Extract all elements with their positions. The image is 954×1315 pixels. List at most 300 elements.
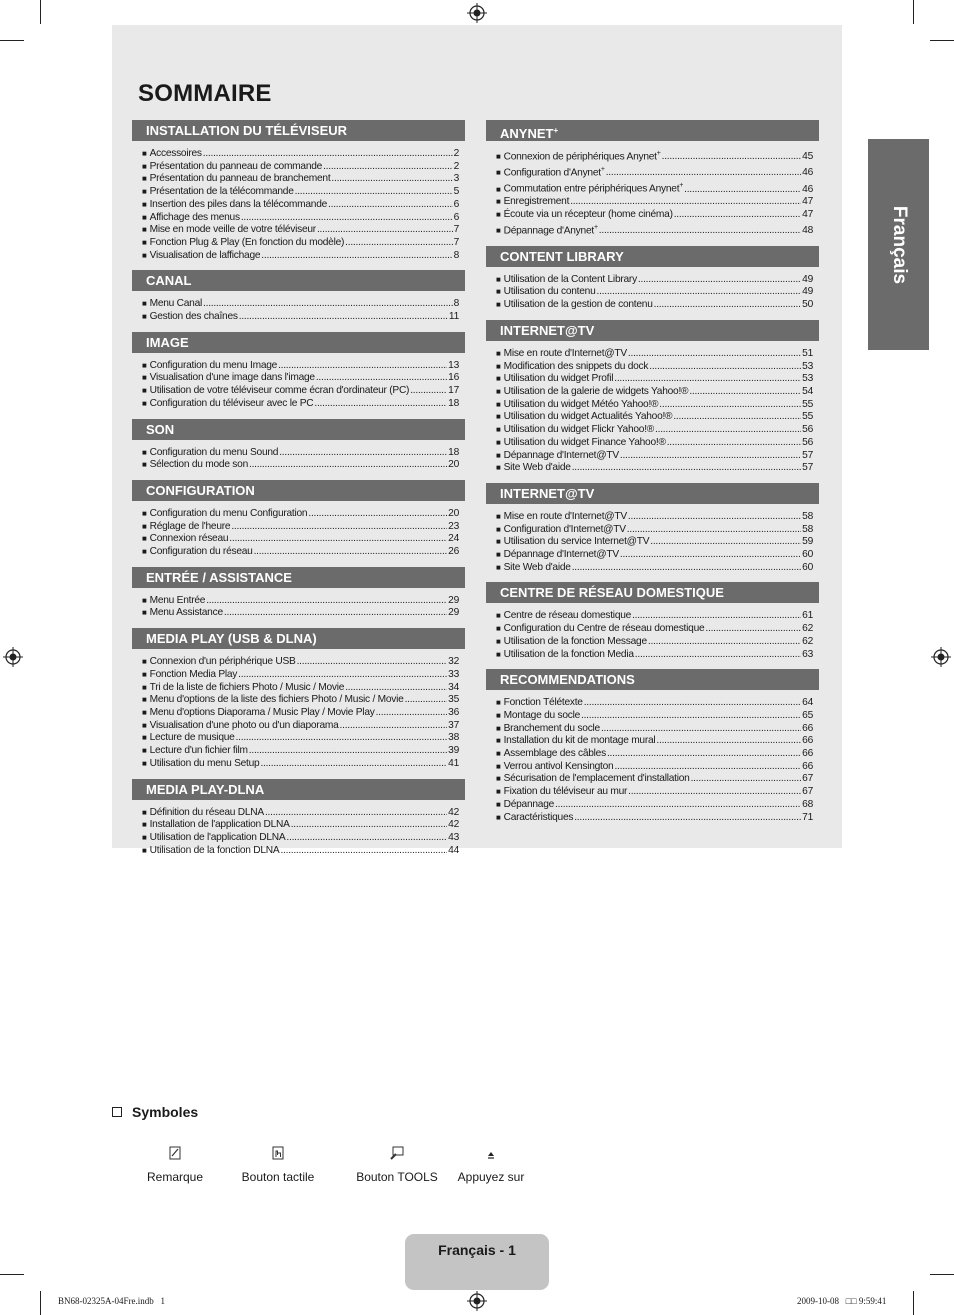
bullet-square-icon: ■ xyxy=(142,386,147,396)
crop-mark xyxy=(913,1291,914,1315)
toc-entry-page: 64 xyxy=(802,697,813,709)
toc-entry xyxy=(132,832,465,845)
section-header xyxy=(486,669,819,690)
toc-entry-page: 29 xyxy=(448,594,459,606)
toc-entry-page: 67 xyxy=(802,773,813,785)
toc-entry-page: 6 xyxy=(453,198,459,210)
crop-mark xyxy=(0,40,24,41)
toc-entry-page: 7 xyxy=(453,224,459,236)
dot-leader xyxy=(314,398,447,411)
toc-entry-text: Sécurisation de l'emplacement d'installation xyxy=(503,773,690,785)
toc-entry xyxy=(132,819,465,832)
toc-entry-page: 68 xyxy=(802,798,813,810)
bullet-square-icon: ■ xyxy=(142,299,147,309)
toc-entry-text: Montage du socle xyxy=(503,709,581,721)
registration-mark-icon xyxy=(3,647,23,667)
toc-entry-page: 58 xyxy=(802,510,813,522)
toc-entry-page: 47 xyxy=(802,208,813,220)
toc-entry-label xyxy=(504,723,600,736)
toc-entry-text: Configuration du menu Configuration xyxy=(149,507,308,519)
toc-section xyxy=(486,120,819,238)
dot-leader xyxy=(691,773,802,786)
toc-entry-label xyxy=(504,437,666,450)
toc-entry-text: Réglage de l'heure xyxy=(149,520,231,532)
toc-entry xyxy=(486,437,819,450)
toc-entry-label xyxy=(150,385,410,398)
toc-entry-text: Commutation entre périphériques Anynet xyxy=(503,183,680,195)
bullet-square-icon: ■ xyxy=(496,463,501,473)
toc-entry-page: 29 xyxy=(448,607,459,619)
toc-entry-label xyxy=(504,399,659,412)
page-number-tab xyxy=(405,1234,549,1290)
bullet-square-icon: ■ xyxy=(142,187,147,197)
dot-leader xyxy=(236,732,448,745)
crop-mark xyxy=(930,1274,954,1275)
toc-entry-superscript: + xyxy=(679,182,684,190)
toc-entry-text: Mise en route d'Internet@TV xyxy=(503,510,627,522)
toc-entry xyxy=(132,845,465,858)
toc-entry xyxy=(486,761,819,774)
toc-entry-label xyxy=(504,562,571,575)
toc-section xyxy=(486,582,819,661)
toc-entry-label xyxy=(150,607,223,620)
toc-entry-label xyxy=(150,832,286,845)
bullet-square-icon: ■ xyxy=(142,595,147,605)
dot-leader xyxy=(607,748,801,761)
dot-leader xyxy=(317,224,453,237)
toc-entry-text: Menu Assistance xyxy=(149,607,223,619)
dot-leader xyxy=(555,799,801,812)
toc-entry-label xyxy=(504,610,631,623)
toc-entry-label xyxy=(150,546,253,559)
toc-entry xyxy=(486,562,819,575)
toc-entry-text: Connexion réseau xyxy=(149,533,229,545)
toc-entry xyxy=(486,164,819,180)
dot-leader xyxy=(280,845,447,858)
toc-entry-text: Présentation du panneau de commande xyxy=(149,160,323,172)
toc-entry-text: Connexion d'un périphérique USB xyxy=(149,656,296,668)
dot-leader xyxy=(705,623,801,636)
toc-section xyxy=(132,628,465,770)
toc-entry xyxy=(132,372,465,385)
dot-leader xyxy=(239,311,448,324)
toc-section xyxy=(486,483,819,575)
toc-entry-page: 18 xyxy=(448,397,459,409)
section-title-superscript: + xyxy=(553,126,559,135)
touch-button-icon xyxy=(223,1146,333,1162)
toc-entry-text: Dépannage d'Internet@TV xyxy=(503,449,619,461)
toc-entry-page: 56 xyxy=(802,436,813,448)
section-title: CONTENT LIBRARY xyxy=(500,248,624,264)
toc-entry-label xyxy=(150,758,260,771)
dot-leader xyxy=(635,649,801,662)
dot-leader xyxy=(689,386,801,399)
toc-entry-label xyxy=(150,656,296,669)
toc-entry-text: Lecture d'un fichier film xyxy=(149,745,248,757)
toc-entry-page: 62 xyxy=(802,623,813,635)
dot-leader xyxy=(628,511,801,524)
toc-entry-page: 37 xyxy=(448,719,459,731)
toc-entry-label xyxy=(504,274,637,287)
toc-entry-page: 20 xyxy=(448,459,459,471)
bullet-square-icon: ■ xyxy=(142,360,147,370)
bullet-square-icon: ■ xyxy=(142,521,147,531)
toc-entry-label xyxy=(150,237,345,250)
toc-entry-text: Écoute via un récepteur (home cinéma) xyxy=(503,208,673,220)
toc-entry-page: 36 xyxy=(448,706,459,718)
symbols-heading xyxy=(112,1104,198,1120)
toc-entry-page: 45 xyxy=(802,151,813,163)
toc-entry-page: 3 xyxy=(453,173,459,185)
toc-entry xyxy=(132,807,465,820)
toc-entry-label xyxy=(504,511,627,524)
toc-entry-page: 46 xyxy=(802,167,813,179)
crop-mark xyxy=(40,0,41,24)
toc-entry-page: 57 xyxy=(802,449,813,461)
toc-entry-text: Utilisation du widget Finance Yahoo!® xyxy=(503,436,666,448)
toc-entry xyxy=(486,462,819,475)
section-header xyxy=(486,483,819,504)
bullet-square-icon: ■ xyxy=(142,373,147,383)
bullet-square-icon: ■ xyxy=(142,460,147,470)
section-header xyxy=(486,582,819,603)
toc-entry xyxy=(486,511,819,524)
bullet-square-icon: ■ xyxy=(496,450,501,460)
dot-leader xyxy=(265,807,447,820)
toc-entry-label xyxy=(504,799,554,812)
toc-entry-label xyxy=(150,845,280,858)
bullet-square-icon: ■ xyxy=(142,832,147,842)
toc-entry-label xyxy=(504,773,690,786)
bullet-square-icon: ■ xyxy=(496,698,501,708)
toc-entry-text: Branchement du socle xyxy=(503,722,600,734)
dot-leader xyxy=(632,610,801,623)
toc-entry-label xyxy=(150,311,238,324)
toc-entry-label xyxy=(504,524,626,537)
toc-entry-label xyxy=(504,549,619,562)
toc-entry-page: 59 xyxy=(802,536,813,548)
toc-entry xyxy=(132,148,465,161)
bullet-square-icon: ■ xyxy=(142,845,147,855)
toc-entry-label xyxy=(150,360,277,373)
toc-entry xyxy=(132,745,465,758)
bullet-square-icon: ■ xyxy=(142,212,147,222)
toc-entry-text: Installation de l'application DLNA xyxy=(149,819,290,831)
toc-entry-page: 35 xyxy=(448,694,459,706)
registration-mark-icon xyxy=(931,647,951,667)
toc-entry-page: 16 xyxy=(448,372,459,384)
toc-entry-text: Centre de réseau domestique xyxy=(503,610,632,622)
dot-leader xyxy=(572,462,801,475)
bullet-square-icon: ■ xyxy=(496,425,501,435)
toc-section xyxy=(486,246,819,312)
toc-entry-text: Insertion des piles dans la télécommande xyxy=(149,198,328,210)
dot-leader xyxy=(331,173,452,186)
toc-entry-page: 55 xyxy=(802,398,813,410)
note-icon xyxy=(120,1146,230,1162)
toc-entry xyxy=(486,524,819,537)
dot-leader xyxy=(659,399,801,412)
toc-entry xyxy=(486,196,819,209)
toc-entry-page: 67 xyxy=(802,786,813,798)
toc-entry xyxy=(132,533,465,546)
toc-section xyxy=(132,779,465,858)
toc-entry-label xyxy=(504,222,598,238)
bullet-square-icon: ■ xyxy=(142,547,147,557)
toc-entry-label xyxy=(504,812,574,825)
toc-entry xyxy=(132,212,465,225)
toc-entry-text: Utilisation du widget Actualités Yahoo!® xyxy=(503,411,673,423)
dot-leader xyxy=(376,707,448,720)
toc-entry xyxy=(486,536,819,549)
section-title: RECOMMENDATIONS xyxy=(500,672,635,688)
toc-entry-text: Affichage des menus xyxy=(149,211,240,223)
section-header xyxy=(486,246,819,267)
toc-entry xyxy=(132,595,465,608)
toc-entry-label xyxy=(504,299,653,312)
toc-entry-page: 53 xyxy=(802,360,813,372)
toc-entry-label xyxy=(150,250,261,263)
toc-entry xyxy=(486,209,819,222)
dot-leader xyxy=(638,274,801,287)
toc-entry-label xyxy=(504,710,580,723)
toc-entry-page: 34 xyxy=(448,681,459,693)
dot-leader xyxy=(297,656,448,669)
dot-leader xyxy=(308,508,447,521)
toc-entry-page: 32 xyxy=(448,656,459,668)
toc-entry-text: Utilisation du service Internet@TV xyxy=(503,536,650,548)
toc-entry-text: Configuration du téléviseur avec le PC xyxy=(149,397,314,409)
section-header xyxy=(132,332,465,353)
toc-entry-label xyxy=(150,707,375,720)
dot-leader xyxy=(620,549,801,562)
toc-entry-label xyxy=(504,623,705,636)
dot-leader xyxy=(249,459,447,472)
bullet-square-icon: ■ xyxy=(142,682,147,692)
toc-entry-page: 46 xyxy=(802,183,813,195)
toc-entry-text: Mise en mode veille de votre téléviseur xyxy=(149,224,316,236)
toc-entry xyxy=(132,250,465,263)
toc-entry-text: Utilisation de la gestion de contenu xyxy=(503,299,653,311)
toc-entry-page: 66 xyxy=(802,735,813,747)
toc-entry xyxy=(486,649,819,662)
bullet-square-icon: ■ xyxy=(142,199,147,209)
toc-entry-label xyxy=(504,411,673,424)
dot-leader xyxy=(627,524,801,537)
dot-leader xyxy=(405,694,448,707)
toc-entry xyxy=(486,424,819,437)
dot-leader xyxy=(295,186,453,199)
toc-section xyxy=(132,332,465,411)
dot-leader xyxy=(572,562,801,575)
dot-leader xyxy=(286,832,447,845)
dot-leader xyxy=(278,360,447,373)
dot-leader xyxy=(648,636,801,649)
dot-leader xyxy=(340,720,448,733)
section-title: INTERNET@TV xyxy=(500,322,595,338)
toc-entry xyxy=(486,180,819,196)
toc-entry-page: 20 xyxy=(448,507,459,519)
bullet-square-icon: ■ xyxy=(496,374,501,384)
section-header xyxy=(132,120,465,141)
section-header xyxy=(132,567,465,588)
toc-entry xyxy=(486,735,819,748)
section-title: ANYNET xyxy=(500,126,554,141)
toc-entry xyxy=(486,222,819,238)
toc-entry-page: 60 xyxy=(802,561,813,573)
toc-entry-label xyxy=(150,298,202,311)
dot-leader xyxy=(584,697,801,710)
toc-entry-page: 17 xyxy=(448,385,459,397)
toc-entry-label xyxy=(504,636,647,649)
bullet-square-icon: ■ xyxy=(142,149,147,158)
toc-entry-label xyxy=(504,348,627,361)
toc-entry-page: 44 xyxy=(448,844,459,856)
toc-right-column xyxy=(486,120,819,832)
toc-entry xyxy=(486,786,819,799)
language-tab-label: Français xyxy=(888,205,910,284)
toc-entry xyxy=(486,799,819,812)
toc-entry-label xyxy=(504,462,571,475)
dot-leader xyxy=(649,361,801,374)
toc-entry xyxy=(486,723,819,736)
section-header xyxy=(132,628,465,649)
toc-entry-label xyxy=(504,164,605,180)
print-file-info: BN68-02325A-04Fre.indb 1 xyxy=(58,1296,165,1306)
toc-entry-label xyxy=(504,180,684,196)
section-header xyxy=(132,270,465,291)
toc-entry-page: 61 xyxy=(802,610,813,622)
dot-leader xyxy=(260,758,447,771)
toc-entry-page: 50 xyxy=(802,299,813,311)
toc-entry-text: Configuration du réseau xyxy=(149,546,253,558)
toc-section xyxy=(486,669,819,824)
toc-entry-text: Menu Entrée xyxy=(149,594,206,606)
toc-section xyxy=(132,480,465,559)
toc-entry-text: Verrou antivol Kensington xyxy=(503,760,614,772)
bullet-square-icon: ■ xyxy=(496,611,501,621)
toc-entry xyxy=(486,148,819,164)
bullet-square-icon: ■ xyxy=(142,250,147,260)
toc-entry xyxy=(486,773,819,786)
toc-entry-label xyxy=(150,521,231,534)
bullet-square-icon: ■ xyxy=(496,624,501,634)
toc-entry xyxy=(132,173,465,186)
dot-leader xyxy=(206,595,447,608)
toc-entry-label xyxy=(504,424,654,437)
toc-entry-page: 56 xyxy=(802,424,813,436)
toc-entry-label xyxy=(504,536,650,549)
toc-entry-page: 48 xyxy=(802,225,813,237)
toc-entry xyxy=(486,286,819,299)
toc-entry-text: Utilisation de la fonction Message xyxy=(503,635,647,647)
bullet-square-icon: ■ xyxy=(496,562,501,572)
toc-entry-text: Configuration du menu Sound xyxy=(149,446,279,458)
toc-entry xyxy=(132,656,465,669)
toc-entry xyxy=(486,411,819,424)
dot-leader xyxy=(628,786,801,799)
section-title: MEDIA PLAY (USB & DLNA) xyxy=(146,631,317,647)
toc-entry-label xyxy=(504,761,614,774)
dot-leader xyxy=(654,299,802,312)
toc-entry-page: 2 xyxy=(453,160,459,172)
toc-entry-label xyxy=(504,286,596,299)
toc-entry-text: Fonction Télétexte xyxy=(503,697,583,709)
bullet-square-icon: ■ xyxy=(142,174,147,184)
toc-entry-text: Accessoires xyxy=(149,148,202,159)
toc-entry-label xyxy=(504,196,570,209)
toc-entry-label xyxy=(150,224,316,237)
dot-leader xyxy=(203,148,453,161)
dot-leader xyxy=(614,373,801,386)
toc-entry-label xyxy=(504,748,606,761)
toc-section xyxy=(132,120,465,262)
bullet-square-icon: ■ xyxy=(496,361,501,371)
toc-entry-superscript: + xyxy=(593,223,598,231)
toc-entry xyxy=(132,161,465,174)
bullet-square-icon: ■ xyxy=(496,736,501,746)
bullet-square-icon: ■ xyxy=(496,274,501,284)
toc-entry-text: Menu d'options Diaporama / Music Play / Movie Play xyxy=(149,706,375,718)
toc-entry-text: Visualisation de laffichage xyxy=(149,249,261,261)
toc-entry-page: 49 xyxy=(802,273,813,285)
toc-entry xyxy=(132,694,465,707)
dot-leader xyxy=(279,447,447,460)
dot-leader xyxy=(345,237,452,250)
crop-mark xyxy=(930,40,954,41)
dot-leader xyxy=(570,196,801,209)
section-title: CENTRE DE RÉSEAU DOMESTIQUE xyxy=(500,585,724,601)
bullet-square-icon: ■ xyxy=(142,608,147,618)
toc-section xyxy=(132,419,465,472)
symbols-heading-label: Symboles xyxy=(132,1104,199,1120)
toc-entry-text: Dépannage d'Internet@TV xyxy=(503,549,619,561)
toc-entry-label xyxy=(150,595,206,608)
toc-entry-label xyxy=(150,732,235,745)
dot-leader xyxy=(316,372,447,385)
toc-entry-label xyxy=(150,669,238,682)
toc-entry-text: Visualisation d'une image dans l'image xyxy=(149,372,315,384)
print-datetime: 2009-10-08 □□ 9:59:41 xyxy=(797,1296,887,1306)
toc-entry-label xyxy=(504,786,628,799)
dot-leader xyxy=(601,723,801,736)
toc-entry-page: 39 xyxy=(448,745,459,757)
toc-entry-text: Modification des snippets du dock xyxy=(503,360,649,372)
bullet-square-icon: ■ xyxy=(142,237,147,247)
toc-entry-label xyxy=(150,508,308,521)
bullet-square-icon: ■ xyxy=(496,636,501,646)
toc-entry-text: Configuration d'Anynet xyxy=(503,167,601,179)
dot-leader xyxy=(291,819,447,832)
toc-entry xyxy=(132,459,465,472)
toc-entry-text: Assemblage des câbles xyxy=(503,748,606,760)
bullet-square-icon: ■ xyxy=(142,225,147,235)
toc-entry-page: 8 xyxy=(453,298,459,310)
section-title: INSTALLATION DU TÉLÉVISEUR xyxy=(146,123,348,138)
bullet-square-icon: ■ xyxy=(496,710,501,720)
toc-entry-label xyxy=(504,735,656,748)
bullet-square-icon: ■ xyxy=(496,348,501,358)
toc-entry-page: 42 xyxy=(448,819,459,831)
toc-section xyxy=(486,320,819,475)
toc-entry xyxy=(132,224,465,237)
section-header xyxy=(486,320,819,341)
toc-entry-page: 24 xyxy=(448,533,459,545)
dot-leader xyxy=(599,225,801,238)
dot-leader xyxy=(674,209,801,222)
toc-entry xyxy=(486,549,819,562)
toc-entry-text: Utilisation de votre téléviseur comme écran d'ordinateur (PC) xyxy=(149,385,410,397)
